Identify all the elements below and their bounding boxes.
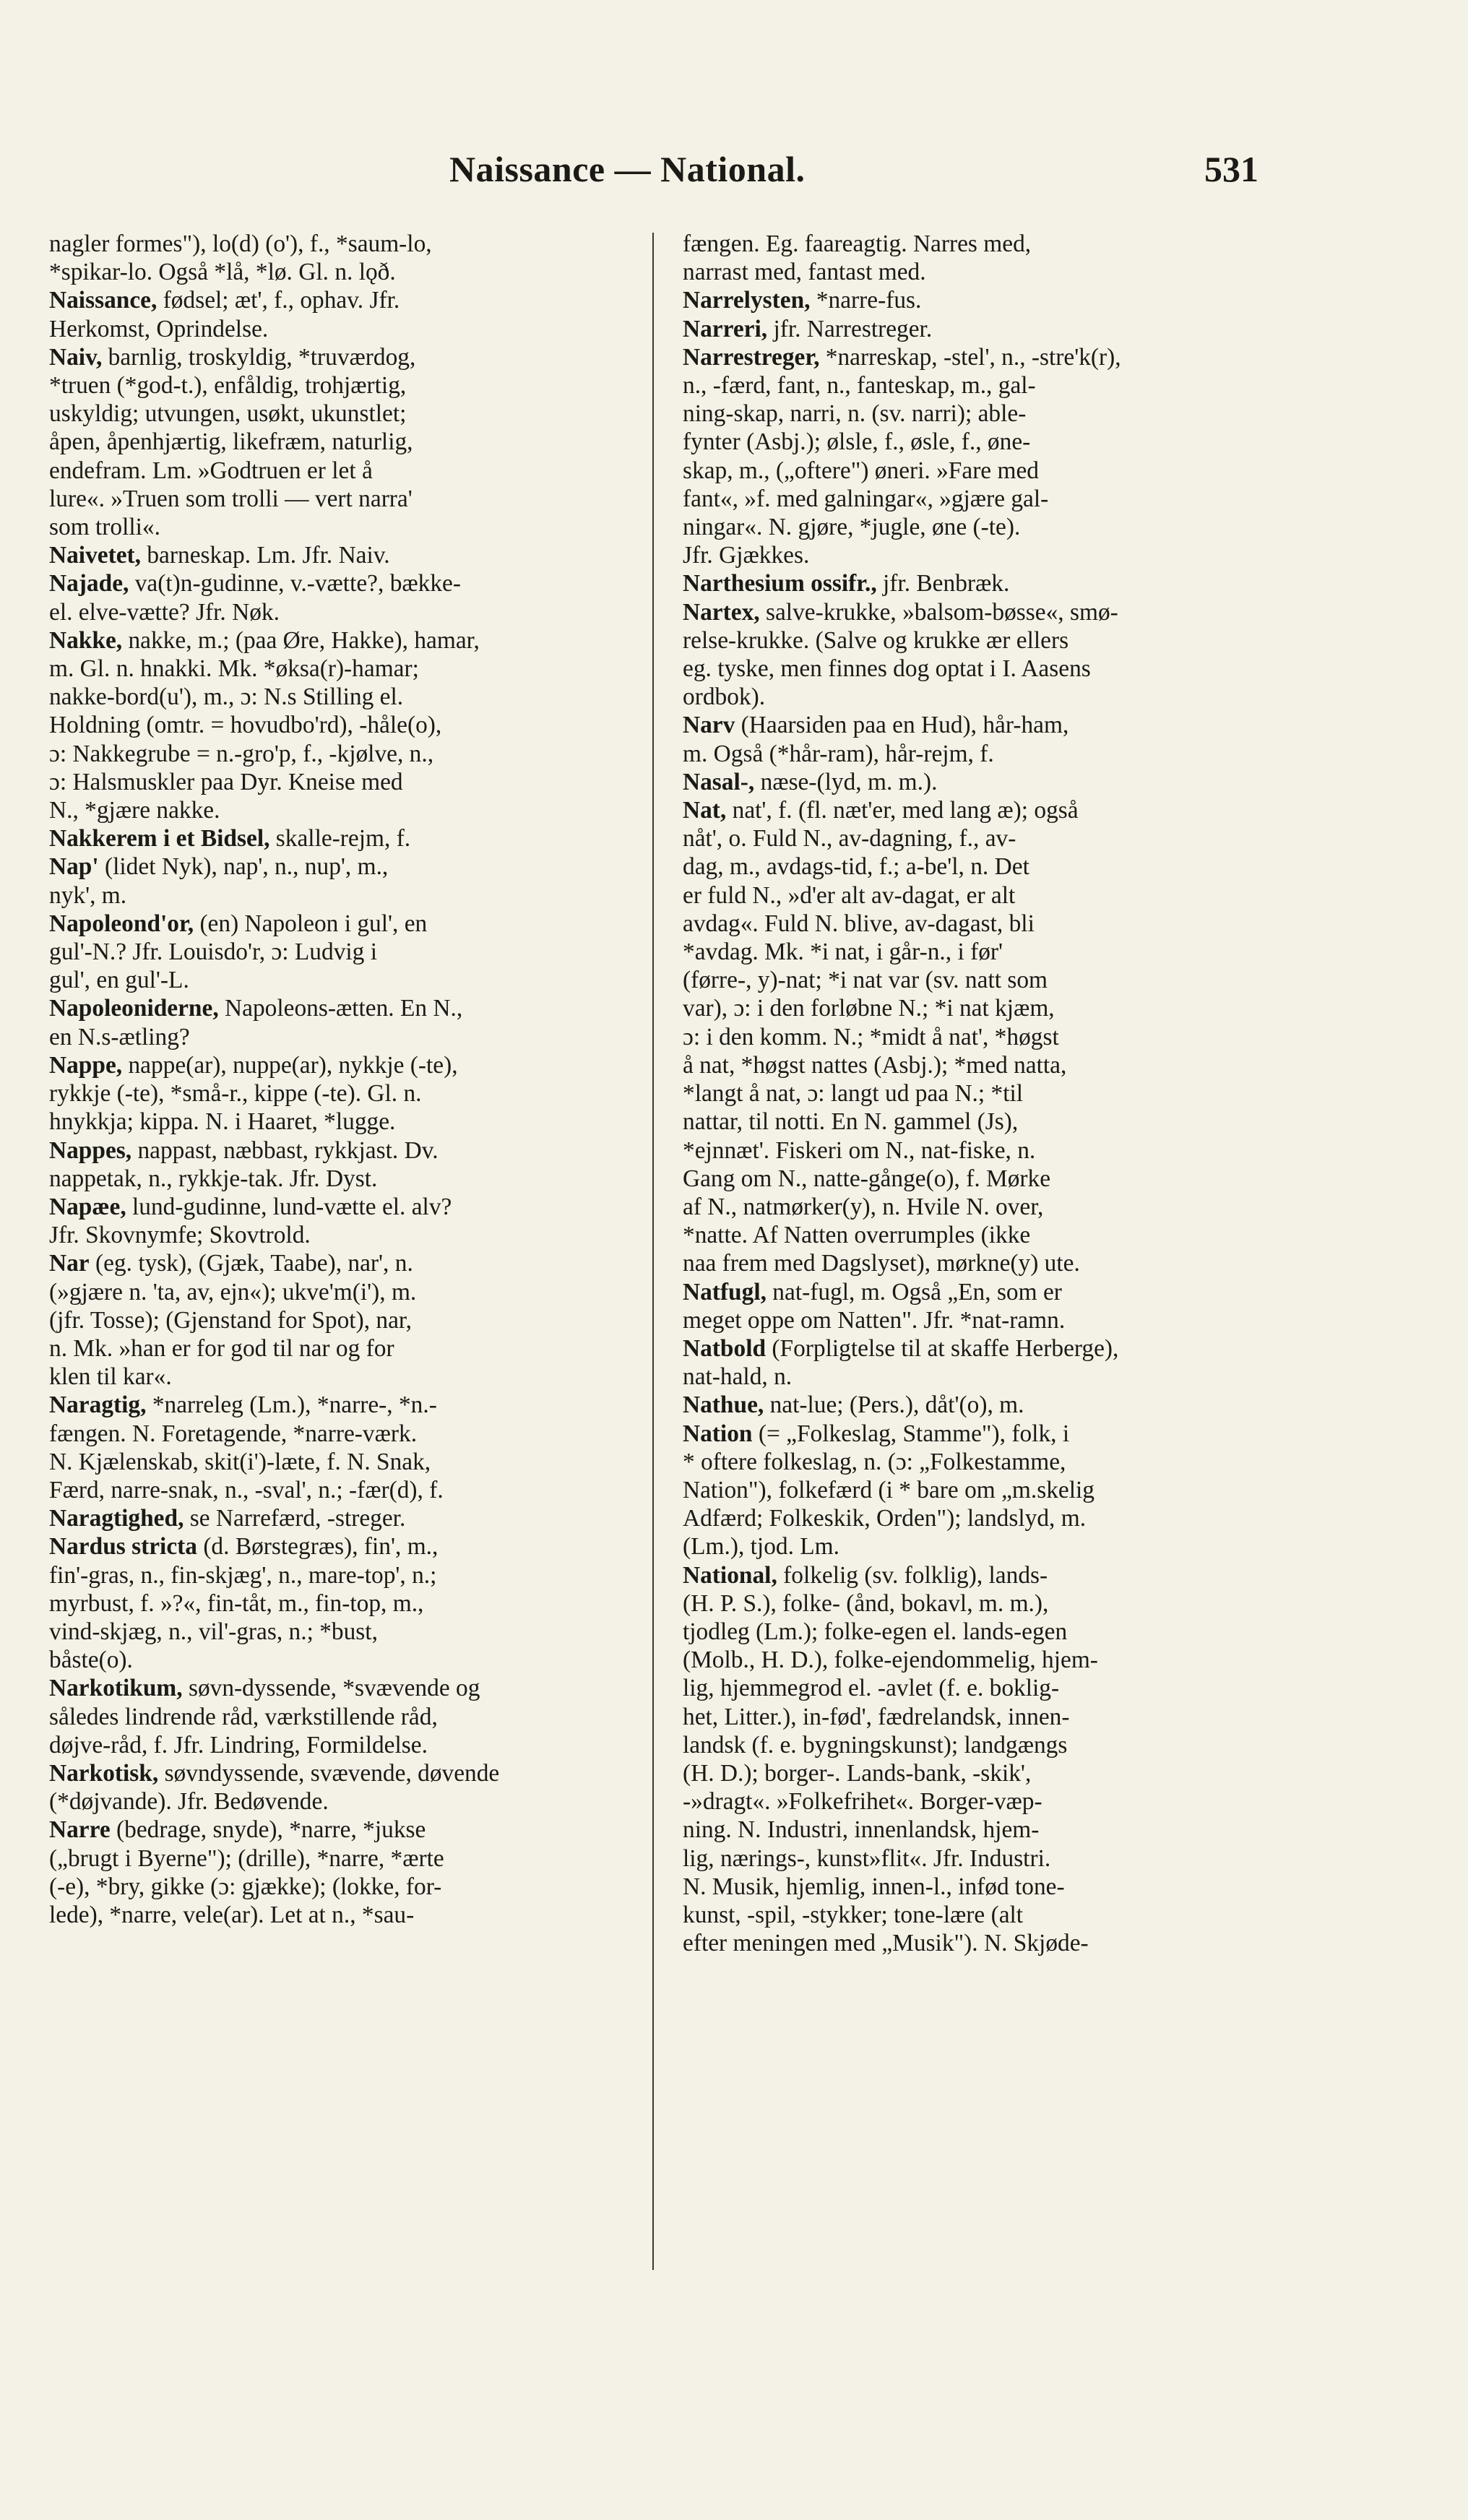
entry-line: ning-skap, narri, n. (sv. narri); able- — [683, 400, 1027, 428]
dictionary-entry — [49, 1249, 665, 1391]
entry-line: *truen (*god-t.), enfåldig, trohjærtig, — [49, 372, 407, 400]
entry-line: el. elve-vætte? Jfr. Nøk. — [49, 598, 280, 626]
entry-line: m. Gl. n. hnakki. Mk. *øksa(r)-hamar; — [49, 655, 419, 683]
dictionary-entry — [683, 1278, 1298, 1334]
entry-line: af N., natmørker(y), n. Hvile N. over, — [683, 1193, 1044, 1220]
entry-line: hnykkja; kippa. N. i Haaret, *lugge. — [49, 1108, 396, 1136]
dictionary-entry — [49, 230, 665, 286]
entry-headword: Narkotikum, — [49, 1675, 183, 1702]
entry-line: nåt', o. Fuld N., av-dagning, f., av- — [683, 825, 1016, 853]
dictionary-entry — [49, 343, 665, 541]
entry-line: (Lm.), tjod. Lm. — [683, 1533, 840, 1561]
entry-line: Nasal-, næse-(lyd, m. m.). — [683, 768, 938, 795]
entry-line: National, folkelig (sv. folklig), lands- — [683, 1561, 1048, 1589]
entry-line: (-e), *bry, gikke (ɔ: gjække); (lokke, for- — [49, 1873, 442, 1900]
dictionary-entry — [49, 1674, 665, 1759]
entry-line: åpen, åpenhjærtig, likefræm, naturlig, — [49, 428, 413, 456]
entry-line: Nar (eg. tysk), (Gjæk, Taabe), nar', n. — [49, 1250, 413, 1277]
entry-line: Narkotisk, søvndyssende, svævende, døvende — [49, 1759, 500, 1787]
right-column — [683, 230, 1298, 1957]
entry-line: å nat, *høgst nattes (Asbj.); *med natta, — [683, 1051, 1067, 1079]
entry-line: Adfærd; Folkeskik, Orden"); landslyd, m. — [683, 1505, 1087, 1532]
entry-line: Narkotikum, søvn-dyssende, *svævende og — [49, 1675, 480, 1702]
dictionary-entry — [683, 286, 1298, 314]
entry-line: ningar«. N. gjøre, *jugle, øne (-te). — [683, 514, 1021, 541]
entry-headword: Napoleoniderne, — [49, 995, 219, 1022]
dictionary-entry — [683, 343, 1298, 570]
entry-headword: Narv — [683, 712, 735, 739]
entry-line: som trolli«. — [49, 514, 160, 541]
entry-line: avdag«. Fuld N. blive, av-dagast, bli — [683, 910, 1035, 937]
entry-line: ɔ: Halsmuskler paa Dyr. Kneise med — [49, 768, 403, 795]
entry-line: *avdag. Mk. *i nat, i går-n., i før' — [683, 938, 1003, 966]
entry-line: efter meningen med „Musik"). N. Skjøde- — [683, 1930, 1089, 1957]
entry-headword: Narrelysten, — [683, 287, 811, 314]
entry-line: * oftere folkeslag, n. (ɔ: „Folkestamme, — [683, 1448, 1066, 1475]
entry-line: Nation (= „Folkeslag, Stamme"), folk, i — [683, 1420, 1070, 1447]
left-column — [49, 230, 665, 1929]
entry-headword: Nathue, — [683, 1391, 764, 1419]
entry-line: ɔ: i den komm. N.; *midt å nat', *høgst — [683, 1023, 1059, 1050]
entry-line: Holdning (omtr. = hovudbo'rd), -håle(o), — [49, 712, 442, 739]
entry-line: gul', en gul'-L. — [49, 967, 189, 994]
entry-headword: Napæe, — [49, 1193, 126, 1220]
dictionary-entry — [683, 768, 1298, 796]
entry-headword: Nartex, — [683, 598, 760, 626]
entry-line: Nappes, nappast, næbbast, rykkjast. Dv. — [49, 1136, 439, 1164]
entry-line: Narv (Haarsiden paa en Hud), hår-ham, — [683, 712, 1069, 739]
dictionary-entry — [683, 230, 1298, 286]
entry-line: het, Litter.), in-fød', fædrelandsk, innen- — [683, 1703, 1070, 1730]
entry-line: (*døjvande). Jfr. Bedøvende. — [49, 1788, 329, 1816]
entry-line: Narrelysten, *narre-fus. — [683, 287, 922, 314]
entry-line: lede), *narre, vele(ar). Let at n., *sau- — [49, 1901, 415, 1928]
entry-line: nyk', m. — [49, 881, 127, 909]
entry-line: var), ɔ: i den forløbne N.; *i nat kjæm, — [683, 995, 1055, 1022]
entry-headword: Naivetet, — [49, 542, 142, 569]
dictionary-entry — [49, 1193, 665, 1249]
entry-line: (Molb., H. D.), folke-ejendommelig, hjem- — [683, 1647, 1098, 1674]
entry-line: lure«. »Truen som trolli — vert narra' — [49, 485, 413, 512]
entry-line: Natbold (Forpligtelse til at skaffe Herberge), — [683, 1334, 1119, 1362]
dictionary-entry — [49, 626, 665, 824]
entry-line: nattar, til notti. En N. gammel (Js), — [683, 1108, 1019, 1136]
entry-line: myrbust, f. »?«, fin-tåt, m., fin-top, m., — [49, 1589, 424, 1617]
entry-line: (H. P. S.), folke- (ånd, bokavl, m. m.), — [683, 1589, 1049, 1617]
entry-line: Jfr. Gjækkes. — [683, 542, 810, 569]
entry-line: vind-skjæg, n., vil'-gras, n.; *bust, — [49, 1618, 378, 1645]
entry-headword: Natbold — [683, 1334, 767, 1362]
entry-line: n. Mk. »han er for god til nar og for — [49, 1334, 394, 1362]
entry-line: N. Musik, hjemlig, innen-l., infød tone- — [683, 1873, 1065, 1900]
entry-line: fant«, »f. med galningar«, »gjære gal- — [683, 485, 1049, 512]
entry-line: kunst, -spil, -stykker; tone-lære (alt — [683, 1901, 1024, 1928]
entry-line: Napoleond'or, (en) Napoleon i gul', en — [49, 910, 428, 937]
entry-line: N., *gjære nakke. — [49, 797, 220, 824]
entry-headword: Nar — [49, 1250, 90, 1277]
entry-line: landsk (f. e. bygningskunst); landgængs — [683, 1731, 1068, 1759]
page-number: 531 — [1204, 149, 1258, 189]
dictionary-entry — [683, 569, 1298, 597]
entry-line: naa frem med Dagslyset), mørkne(y) ute. — [683, 1250, 1080, 1277]
entry-line: ɔ: Nakkegrube = n.-gro'p, f., -kjølve, n., — [49, 740, 434, 767]
entry-line: nakke-bord(u'), m., ɔ: N.s Stilling el. — [49, 683, 404, 711]
entry-line: Narthesium ossifr., jfr. Benbræk. — [683, 570, 1010, 597]
entry-line: (jfr. Tosse); (Gjenstand for Spot), nar, — [49, 1306, 413, 1334]
entry-line: er fuld N., »d'er alt av-dagat, er alt — [683, 881, 1016, 909]
entry-line: båste(o). — [49, 1647, 133, 1674]
entry-line: ning. N. Industri, innenlandsk, hjem- — [683, 1816, 1040, 1844]
entry-line: Gang om N., natte-gånge(o), f. Mørke — [683, 1165, 1051, 1192]
entry-line: Nat, nat', f. (fl. næt'er, med lang æ); også — [683, 797, 1079, 824]
entry-headword: Naragtighed, — [49, 1505, 184, 1532]
entry-line: narrast med, fantast med. — [683, 259, 926, 286]
entry-headword: Narreri, — [683, 315, 768, 342]
entry-headword: Narrestreger, — [683, 343, 820, 371]
entry-line: eg. tyske, men finnes dog optat i I. Aasens — [683, 655, 1091, 683]
entry-headword: Nakke, — [49, 626, 123, 654]
entry-line: skap, m., („oftere") øneri. »Fare med — [683, 457, 1039, 484]
entry-headword: Nasal-, — [683, 768, 755, 795]
entry-headword: Naiv, — [49, 343, 103, 371]
entry-line: *natte. Af Natten overrumples (ikke — [683, 1222, 1031, 1249]
entry-headword: Nappe, — [49, 1051, 123, 1079]
entry-line: Jfr. Skovnymfe; Skovtrold. — [49, 1222, 311, 1249]
running-header — [449, 148, 1258, 202]
entry-line: Napoleoniderne, Napoleons-ætten. En N., — [49, 995, 463, 1022]
dictionary-entry — [683, 598, 1298, 712]
entry-headword: Nappes, — [49, 1136, 132, 1164]
entry-headword: Nakkerem i et Bidsel, — [49, 825, 270, 853]
dictionary-entry — [49, 1136, 665, 1193]
dictionary-entry — [49, 910, 665, 995]
entry-line: meget oppe om Natten". Jfr. *nat-ramn. — [683, 1306, 1066, 1334]
entry-line: lig, hjemmegrod el. -avlet (f. e. boklig- — [683, 1675, 1060, 1702]
entry-line: dag, m., avdags-tid, f.; a-be'l, n. Det — [683, 853, 1029, 881]
dictionary-entry — [49, 1759, 665, 1816]
entry-headword: Nation — [683, 1420, 753, 1447]
entry-line: nagler formes"), lo(d) (o'), f., *saum-lo, — [49, 230, 432, 257]
entry-line: *spikar-lo. Også *lå, *lø. Gl. n. lǫð. — [49, 259, 396, 286]
entry-line: Nartex, salve-krukke, »balsom-bøsse«, smø- — [683, 598, 1118, 626]
entry-line: Færd, narre-snak, n., -sval', n.; -fær(d), f. — [49, 1476, 444, 1503]
entry-headword: Naragtig, — [49, 1391, 147, 1419]
dictionary-entry — [49, 1391, 665, 1504]
entry-line: *langt å nat, ɔ: langt ud paa N.; *til — [683, 1080, 1024, 1108]
entry-headword: Nat, — [683, 797, 727, 824]
entry-line: Naivetet, barneskap. Lm. Jfr. Naiv. — [49, 542, 390, 569]
dictionary-entry — [49, 853, 665, 909]
dictionary-entry — [683, 315, 1298, 343]
entry-headword: Narthesium ossifr., — [683, 570, 877, 597]
entry-line: (»gjære n. 'ta, av, ejn«); ukve'm(i'), m. — [49, 1278, 417, 1306]
entry-line: Nation"), folkefærd (i * bare om „m.skelig — [683, 1476, 1094, 1503]
entry-line: fængen. Eg. faareagtig. Narres med, — [683, 230, 1032, 257]
entry-line: *ejnnæt'. Fiskeri om N., nat-fiske, n. — [683, 1136, 1036, 1164]
entry-line: uskyldig; utvungen, usøkt, ukunstlet; — [49, 400, 407, 428]
entry-line: lig, nærings-, kunst»flit«. Jfr. Industri. — [683, 1844, 1051, 1872]
dictionary-entry — [683, 1420, 1298, 1561]
entry-line: Herkomst, Oprindelse. — [49, 315, 269, 342]
entry-line: rykkje (-te), *små-r., kippe (-te). Gl. n. — [49, 1080, 422, 1108]
dictionary-entry — [49, 1504, 665, 1532]
entry-line: -»dragt«. »Folkefrihet«. Borger-væp- — [683, 1788, 1042, 1816]
dictionary-entry — [683, 796, 1298, 1277]
entry-headword: Nap' — [49, 853, 99, 881]
entry-line: døjve-råd, f. Jfr. Lindring, Formildelse. — [49, 1731, 428, 1759]
entry-line: således lindrende råd, værkstillende råd, — [49, 1703, 438, 1730]
entry-line: (H. D.); borger-. Lands-bank, -skik', — [683, 1759, 1032, 1787]
entry-line: Natfugl, nat-fugl, m. Også „En, som er — [683, 1278, 1062, 1306]
entry-headword: Najade, — [49, 570, 129, 597]
entry-line: tjodleg (Lm.); folke-egen el. lands-egen — [683, 1618, 1068, 1645]
dictionary-entry — [49, 286, 665, 342]
entry-line: („brugt i Byerne"); (drille), *narre, *ærte — [49, 1844, 444, 1872]
dictionary-entry — [683, 1561, 1298, 1958]
entry-line: Nardus stricta (d. Børstegræs), fin', m., — [49, 1533, 439, 1561]
entry-line: Napæe, lund-gudinne, lund-vætte el. alv? — [49, 1193, 452, 1220]
dictionary-entry — [683, 1391, 1298, 1419]
entry-line: en N.s-ætling? — [49, 1023, 190, 1050]
entry-headword: Naissance, — [49, 287, 157, 314]
entry-line: Naragtig, *narreleg (Lm.), *narre-, *n.- — [49, 1391, 437, 1419]
dictionary-entry — [49, 569, 665, 626]
dictionary-entry — [49, 994, 665, 1050]
entry-line: (førre-, y)-nat; *i nat var (sv. natt som — [683, 967, 1048, 994]
entry-line: Najade, va(t)n-gudinne, v.-vætte?, bække- — [49, 570, 461, 597]
entry-line: fin'-gras, n., fin-skjæg', n., mare-top', n.; — [49, 1561, 437, 1589]
entry-line: endefram. Lm. »Godtruen er let å — [49, 457, 373, 484]
entry-headword: Narkotisk, — [49, 1759, 159, 1787]
entry-line: Nap' (lidet Nyk), nap', n., nup', m., — [49, 853, 389, 881]
entry-line: Nathue, nat-lue; (Pers.), dåt'(o), m. — [683, 1391, 1024, 1419]
entry-headword: Natfugl, — [683, 1278, 767, 1306]
entry-headword: National, — [683, 1561, 777, 1589]
entry-line: N. Kjælenskab, skit(i')-læte, f. N. Snak, — [49, 1448, 431, 1475]
entry-line: Nakke, nakke, m.; (paa Øre, Hakke), hamar, — [49, 626, 480, 654]
dictionary-entry — [49, 541, 665, 569]
entry-line: Narreri, jfr. Narrestreger. — [683, 315, 933, 342]
entry-line: nat-hald, n. — [683, 1363, 793, 1391]
page-title: Naissance — National. — [449, 149, 806, 189]
entry-line: Naissance, fødsel; æt', f., ophav. Jfr. — [49, 287, 400, 314]
dictionary-entry — [683, 1334, 1298, 1391]
dictionary-entry — [49, 824, 665, 853]
entry-line: Naragtighed, se Narrefærd, -streger. — [49, 1505, 406, 1532]
entry-line: m. Også (*hår-ram), hår-rejm, f. — [683, 740, 994, 767]
entry-line: relse-krukke. (Salve og krukke ær ellers — [683, 626, 1069, 654]
entry-line: fængen. N. Foretagende, *narre-værk. — [49, 1420, 418, 1447]
entry-line: Nappe, nappe(ar), nuppe(ar), nykkje (-te), — [49, 1051, 458, 1079]
entry-line: klen til kar«. — [49, 1363, 172, 1391]
dictionary-entry — [49, 1532, 665, 1674]
entry-headword: Narre — [49, 1816, 111, 1844]
dictionary-entry — [49, 1051, 665, 1136]
dictionary-entry — [683, 711, 1298, 767]
entry-line: Narre (bedrage, snyde), *narre, *jukse — [49, 1816, 426, 1844]
entry-line: Narrestreger, *narreskap, -stel', n., -stre'k(r), — [683, 343, 1121, 371]
entry-headword: Napoleond'or, — [49, 910, 194, 937]
dictionary-entry — [49, 1816, 665, 1929]
entry-line: n., -færd, fant, n., fanteskap, m., gal- — [683, 372, 1036, 400]
entry-line: Naiv, barnlig, troskyldig, *truværdog, — [49, 343, 416, 371]
entry-line: nappetak, n., rykkje-tak. Jfr. Dyst. — [49, 1165, 378, 1192]
entry-line: gul'-N.? Jfr. Louisdo'r, ɔ: Ludvig i — [49, 938, 377, 966]
entry-headword: Nardus stricta — [49, 1533, 197, 1561]
entry-line: Nakkerem i et Bidsel, skalle-rejm, f. — [49, 825, 411, 853]
entry-line: ordbok). — [683, 683, 766, 711]
entry-line: fynter (Asbj.); ølsle, f., øsle, f., øne- — [683, 428, 1031, 456]
